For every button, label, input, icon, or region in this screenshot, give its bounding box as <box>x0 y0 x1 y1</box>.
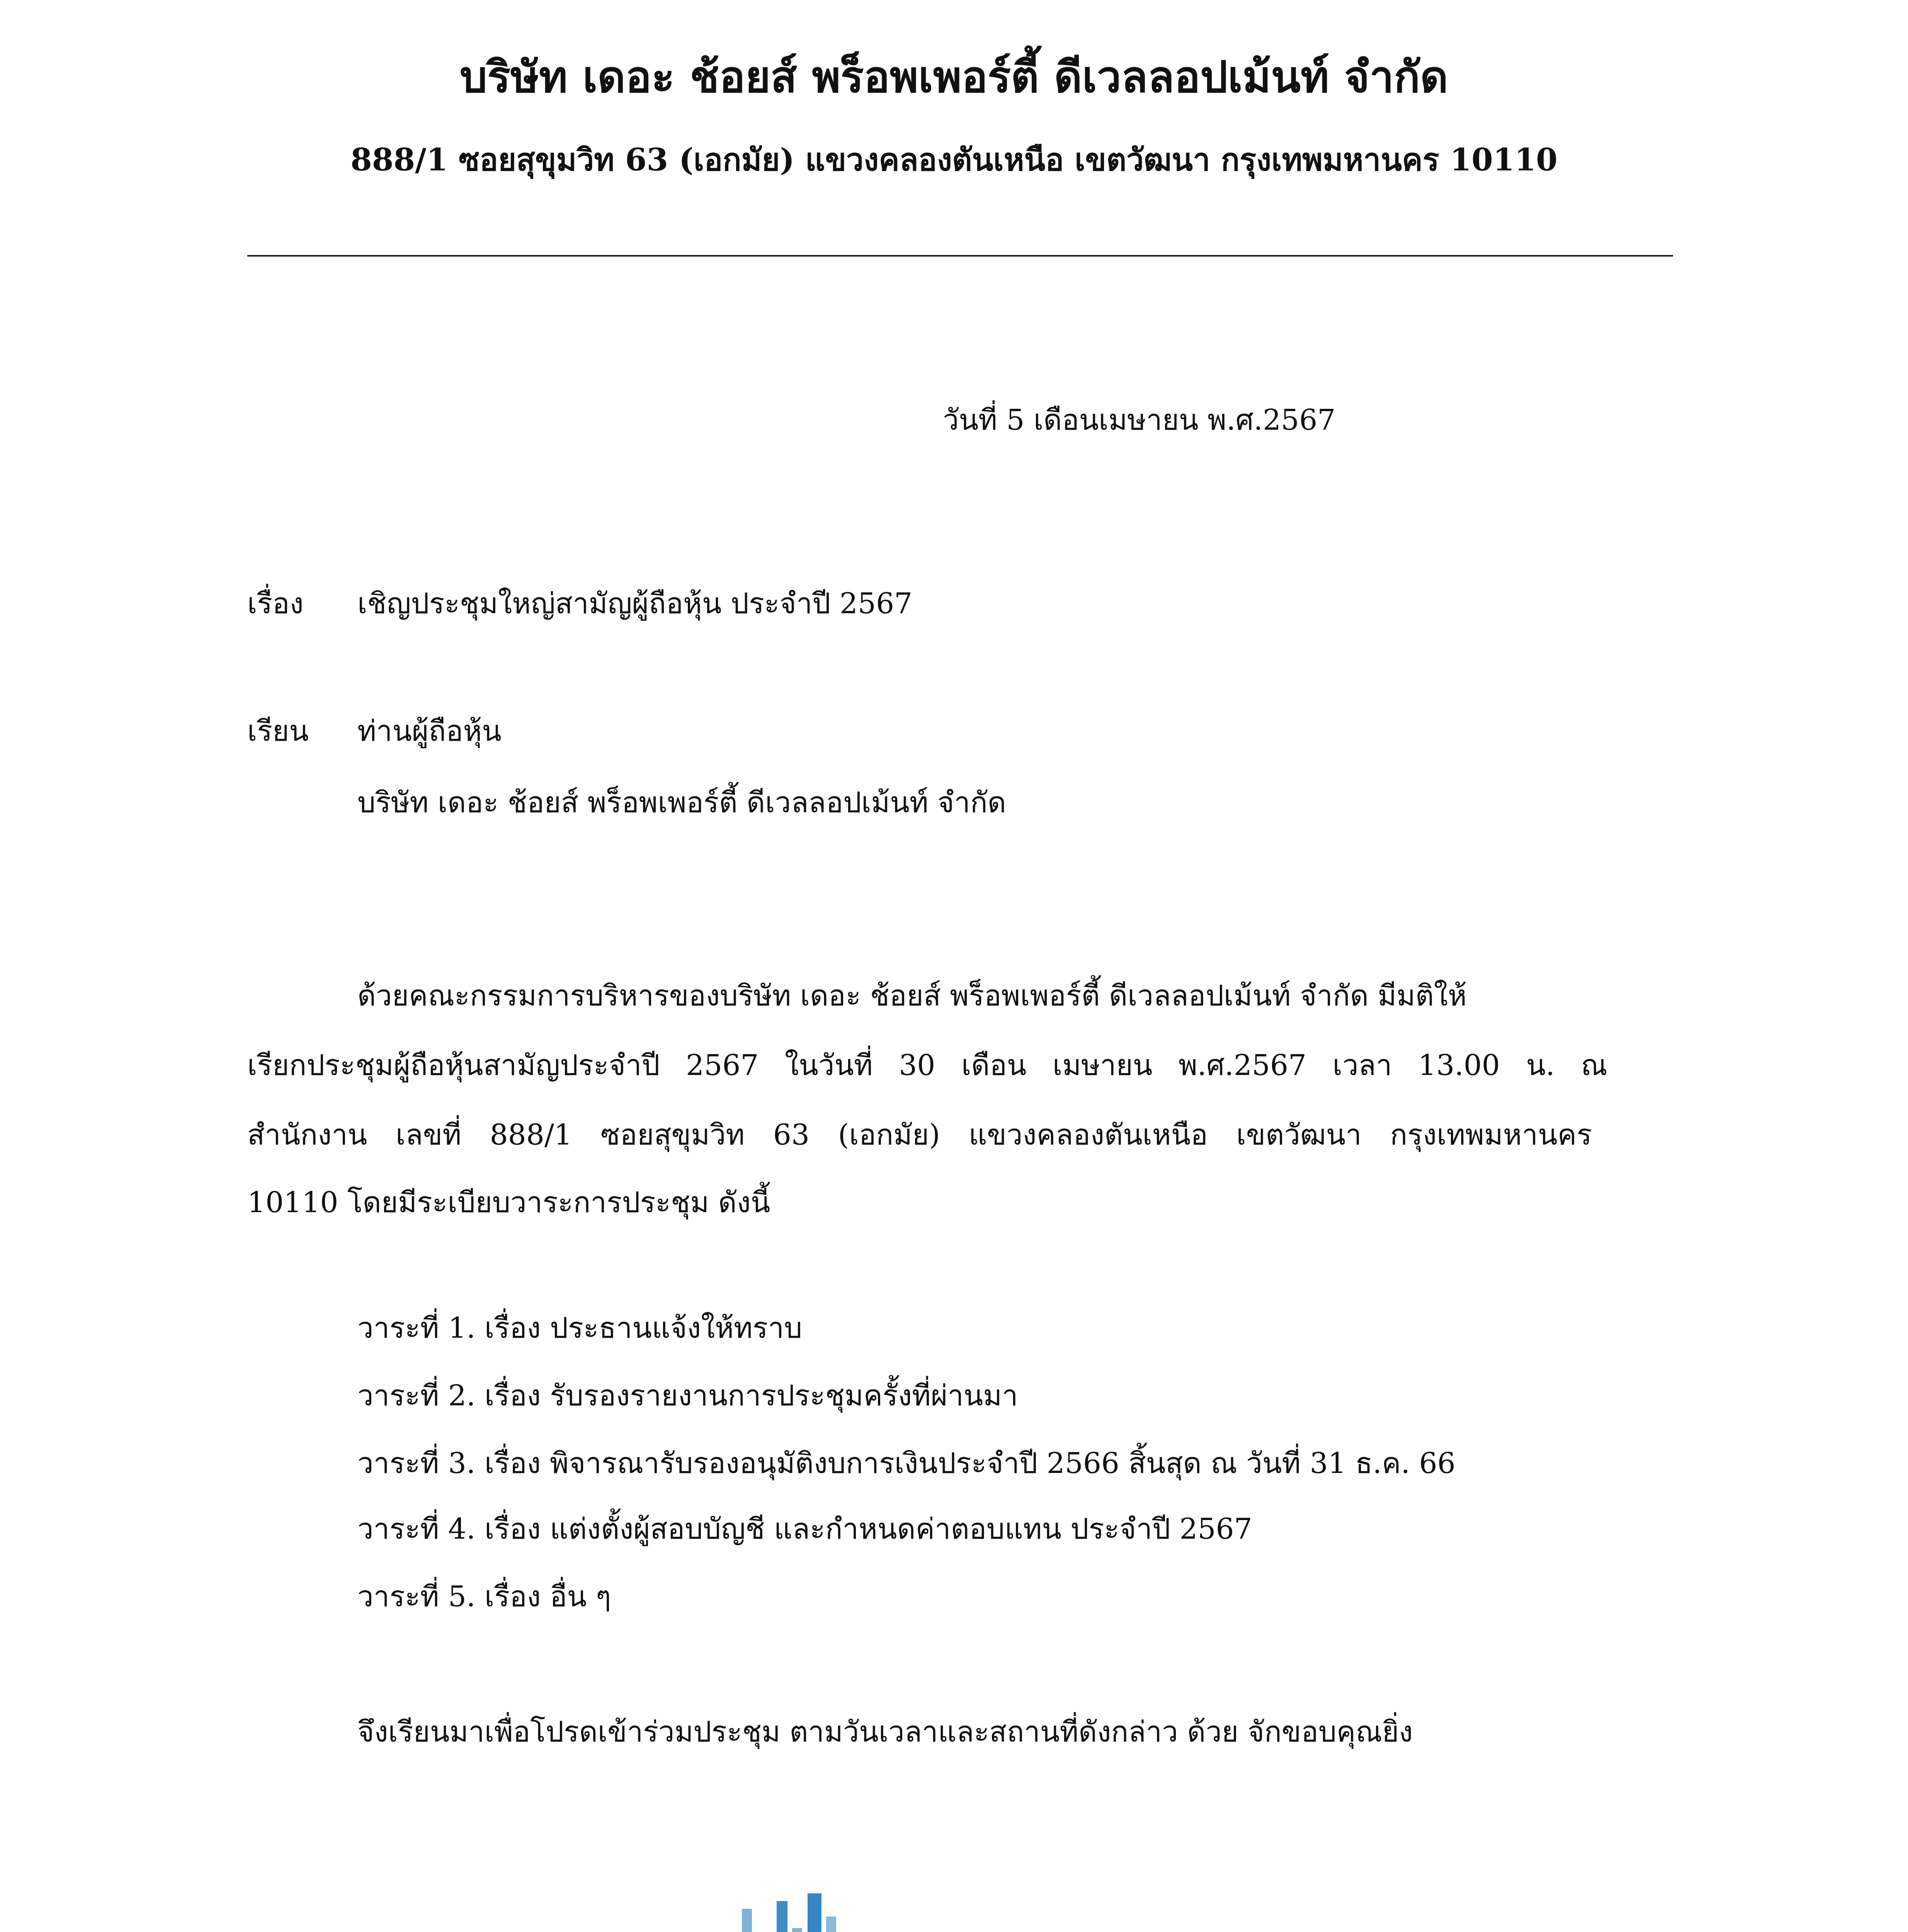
body-paragraph-line-3: สำนักงาน เลขที่ 888/1 ซอยสุขุมวิท 63 (เอกมัย) แขวงคลองตันเหนือ เขตวัฒนา กรุงเทพมหานคร <box>247 1118 1592 1151</box>
header-divider <box>247 255 1673 257</box>
agenda-item: วาระที่ 2. เรื่อง รับรองรายงานการประชุมครั้งที่ผ่านมา <box>357 1379 1018 1412</box>
agenda-item: วาระที่ 4. เรื่อง แต่งตั้งผู้สอบบัญชี และกำหนดค่าตอบแทน ประจำปี 2567 <box>357 1512 1252 1546</box>
recipient-line-1: ท่านผู้ถือหุ้น <box>357 714 502 748</box>
company-logo <box>703 1886 920 1932</box>
company-address: 888/1 ซอยสุขุมวิท 63 (เอกมัย) แขวงคลองตันเหนือ เขตวัฒนา กรุงเทพมหานคร 10110 <box>350 141 1558 178</box>
subject-text: เชิญประชุมใหญ่สามัญผู้ถือหุ้น ประจำปี 2567 <box>357 587 913 620</box>
body-paragraph-line-2: เรียกประชุมผู้ถือหุ้นสามัญประจำปี 2567 ในวันที่ 30 เดือน เมษายน พ.ศ.2567 เวลา 13.00 น. ณ <box>247 1049 1607 1082</box>
agenda-item: วาระที่ 5. เรื่อง อื่น ๆ <box>357 1580 611 1613</box>
company-name: บริษัท เดอะ ช้อยส์ พร็อพเพอร์ตี้ ดีเวลลอปเม้นท์ จำกัด <box>459 52 1448 102</box>
letter-date: วันที่ 5 เดือนเมษายน พ.ศ.2567 <box>943 403 1336 437</box>
agenda-item: วาระที่ 3. เรื่อง พิจารณารับรองอนุมัติงบการเงินประจำปี 2566 สิ้นสุด ณ วันที่ 31 ธ.ค. 66 <box>357 1447 1456 1480</box>
agenda-item: วาระที่ 1. เรื่อง ประธานแจ้งให้ทราบ <box>357 1311 803 1345</box>
subject-label: เรื่อง <box>247 587 304 620</box>
building-mosaic-icon <box>726 1893 838 1932</box>
closing-sentence: จึงเรียนมาเพื่อโปรดเข้าร่วมประชุม ตามวันเวลาและสถานที่ดังกล่าว ด้วย จักขอบคุณยิ่ง <box>357 1715 1413 1748</box>
recipient-line-2: บริษัท เดอะ ช้อยส์ พร็อพเพอร์ตี้ ดีเวลลอปเม้นท์ จำกัด <box>357 786 1006 819</box>
recipient-label: เรียน <box>247 714 309 748</box>
body-paragraph-line-1: ด้วยคณะกรรมการบริหารของบริษัท เดอะ ช้อยส์ พร็อพเพอร์ตี้ ดีเวลลอปเม้นท์ จำกัด มีมติให้ <box>357 979 1467 1012</box>
body-paragraph-line-4: 10110 โดยมีระเบียบวาระการประชุม ดังนี้ <box>247 1186 770 1219</box>
